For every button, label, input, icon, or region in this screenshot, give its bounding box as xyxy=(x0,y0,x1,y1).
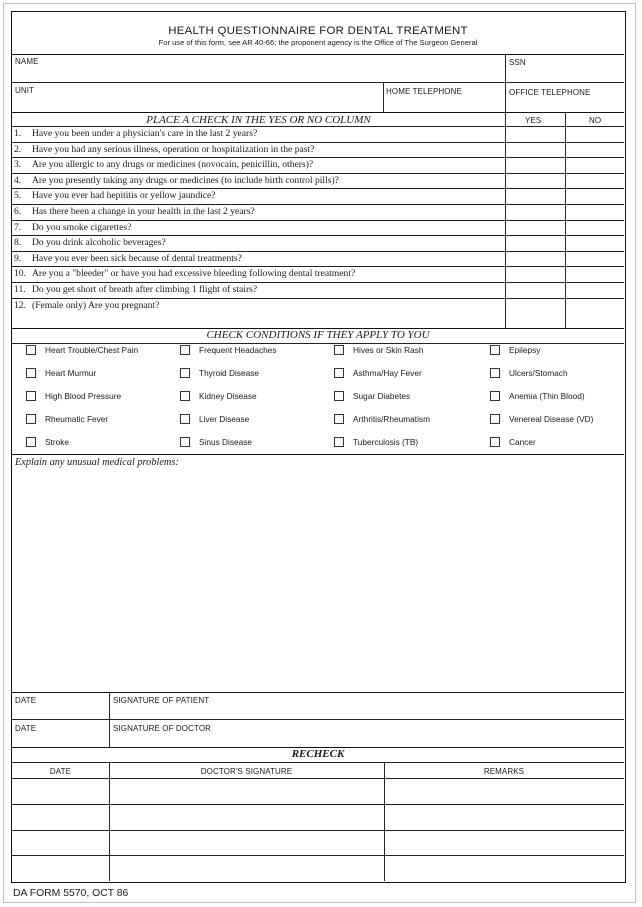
condition-checkbox[interactable] xyxy=(180,437,190,447)
condition-item[interactable] xyxy=(180,368,259,378)
recheck-title: RECHECK xyxy=(291,748,345,760)
divider xyxy=(12,343,624,344)
question-no-cell[interactable] xyxy=(565,188,624,204)
question-text xyxy=(14,190,216,201)
condition-label: Hives or Skin Rash xyxy=(353,345,424,355)
form-number: DA FORM 5570, OCT 86 xyxy=(13,888,129,899)
patient-signature-field[interactable] xyxy=(109,692,624,719)
condition-label: Cancer xyxy=(509,437,536,447)
recheck-date-cell[interactable] xyxy=(12,855,109,881)
question-number: 10. xyxy=(14,268,26,280)
condition-checkbox[interactable] xyxy=(26,437,36,447)
question-number: 7. xyxy=(14,221,22,233)
condition-item[interactable] xyxy=(26,414,108,424)
condition-label: Sugar Diabetes xyxy=(353,391,411,401)
patient-signature-label: SIGNATURE OF PATIENT xyxy=(113,696,210,705)
condition-label: Epilepsy xyxy=(509,345,541,355)
recheck-date-header: DATE xyxy=(49,767,72,776)
condition-label: Sinus Disease xyxy=(199,437,253,447)
question-no-cell[interactable] xyxy=(565,204,624,220)
condition-checkbox[interactable] xyxy=(26,345,36,355)
recheck-date-cell[interactable] xyxy=(12,778,109,804)
no-column-header: NO xyxy=(589,116,602,125)
question-yes-cell[interactable] xyxy=(505,142,565,158)
question-text xyxy=(14,253,242,264)
condition-label: Asthma/Hay Fever xyxy=(353,368,422,378)
condition-item[interactable] xyxy=(334,414,430,424)
condition-label: Frequent Headaches xyxy=(199,345,277,355)
ssn-field[interactable] xyxy=(505,54,624,82)
question-text xyxy=(14,128,257,139)
recheck-signature-cell[interactable] xyxy=(109,804,384,830)
question-text xyxy=(14,206,255,217)
yes-column-header: YES xyxy=(525,116,542,125)
conditions-header: CHECK CONDITIONS IF THEY APPLY TO YOU xyxy=(206,329,430,341)
question-yes-cell[interactable] xyxy=(505,220,565,236)
question-no-cell[interactable] xyxy=(565,251,624,267)
question-yes-cell[interactable] xyxy=(505,126,565,142)
office-telephone-field[interactable] xyxy=(505,82,624,112)
condition-item[interactable] xyxy=(26,391,121,401)
explain-textarea[interactable] xyxy=(12,470,624,692)
question-text xyxy=(14,222,131,233)
condition-label: High Blood Pressure xyxy=(45,391,122,401)
patient-date-label: DATE xyxy=(15,696,37,705)
condition-label: Heart Trouble/Chest Pain xyxy=(45,345,139,355)
condition-label: Arthritis/Rheumatism xyxy=(353,414,430,424)
question-no-cell[interactable] xyxy=(565,220,624,236)
condition-checkbox[interactable] xyxy=(180,345,190,355)
question-yes-cell[interactable] xyxy=(505,188,565,204)
home-telephone-field[interactable] xyxy=(383,82,505,112)
condition-label: Rheumatic Fever xyxy=(45,414,109,424)
question-label: Are you presently taking any drugs or medicines (to include birth control pills)? xyxy=(32,174,339,186)
question-no-cell[interactable] xyxy=(565,142,624,158)
question-number: 3. xyxy=(14,159,22,171)
question-number: 9. xyxy=(14,252,22,264)
question-label: Have you ever been sick because of dental treatments? xyxy=(32,252,242,264)
question-text xyxy=(14,284,257,295)
condition-checkbox[interactable] xyxy=(490,345,500,355)
condition-checkbox[interactable] xyxy=(180,368,190,378)
question-label: (Female only) Are you pregnant? xyxy=(32,299,160,311)
question-number: 8. xyxy=(14,237,22,249)
question-text xyxy=(14,159,313,170)
question-label: Have you been under a physician's care in the last 2 years? xyxy=(32,128,258,139)
name-label: NAME xyxy=(15,57,39,66)
condition-item[interactable] xyxy=(490,368,568,378)
recheck-date-cell[interactable] xyxy=(12,804,109,830)
condition-checkbox[interactable] xyxy=(490,414,500,424)
condition-item[interactable] xyxy=(180,414,249,424)
question-number: 4. xyxy=(14,174,22,186)
question-label: Do you get short of breath after climbing 1 flight of stairs? xyxy=(32,284,258,295)
question-text xyxy=(14,237,166,248)
condition-item[interactable] xyxy=(490,437,536,447)
condition-item[interactable] xyxy=(26,345,138,355)
condition-checkbox[interactable] xyxy=(180,414,190,424)
condition-label: Tuberculosis (TB) xyxy=(353,437,419,447)
recheck-remarks-header: REMARKS xyxy=(483,767,525,776)
condition-checkbox[interactable] xyxy=(26,368,36,378)
question-yes-cell[interactable] xyxy=(505,173,565,189)
question-no-cell[interactable] xyxy=(565,298,624,314)
condition-item[interactable] xyxy=(334,368,422,378)
condition-checkbox[interactable] xyxy=(334,368,344,378)
doctor-signature-label: SIGNATURE OF DOCTOR xyxy=(113,724,212,733)
question-yes-cell[interactable] xyxy=(505,266,565,282)
condition-item[interactable] xyxy=(26,368,96,378)
question-number: 5. xyxy=(14,190,22,202)
condition-item[interactable] xyxy=(180,437,252,447)
question-number: 6. xyxy=(14,206,22,217)
ssn-label: SSN xyxy=(509,58,526,67)
recheck-signature-cell[interactable] xyxy=(109,778,384,804)
question-label: Have you ever had hepititis or yellow jaundice? xyxy=(32,190,216,202)
condition-checkbox[interactable] xyxy=(26,414,36,424)
question-number: 11. xyxy=(14,284,26,295)
question-no-cell[interactable] xyxy=(565,235,624,251)
question-number: 1. xyxy=(14,128,22,139)
office-telephone-label: OFFICE TELEPHONE xyxy=(509,88,591,97)
condition-checkbox[interactable] xyxy=(490,368,500,378)
question-text xyxy=(14,300,159,311)
condition-item[interactable] xyxy=(180,345,277,355)
condition-item[interactable] xyxy=(334,391,410,401)
condition-checkbox[interactable] xyxy=(490,391,500,401)
condition-label: Ulcers/Stomach xyxy=(509,368,568,378)
questions-header: PLACE A CHECK IN THE YES OR NO COLUMN xyxy=(146,114,371,126)
question-yes-cell[interactable] xyxy=(505,157,565,173)
recheck-remarks-cell[interactable] xyxy=(384,855,624,881)
question-yes-cell[interactable] xyxy=(505,235,565,251)
condition-label: Anemia (Thin Blood) xyxy=(509,391,585,401)
condition-checkbox[interactable] xyxy=(334,437,344,447)
divider xyxy=(12,454,624,455)
condition-checkbox[interactable] xyxy=(490,437,500,447)
recheck-remarks-cell[interactable] xyxy=(384,804,624,830)
name-field[interactable] xyxy=(12,54,505,82)
condition-item[interactable] xyxy=(490,391,585,401)
condition-label: Thyroid Disease xyxy=(199,368,259,378)
condition-label: Liver Disease xyxy=(199,414,250,424)
doctor-date-label: DATE xyxy=(15,724,37,733)
question-yes-cell[interactable] xyxy=(505,204,565,220)
explain-label: Explain any unusual medical problems: xyxy=(15,457,179,468)
question-text xyxy=(14,144,314,155)
condition-label: Venereal Disease (VD) xyxy=(509,414,594,424)
question-text xyxy=(14,175,339,186)
form-title: HEALTH QUESTIONNAIRE FOR DENTAL TREATMENT xyxy=(168,25,468,37)
question-no-cell[interactable] xyxy=(565,282,624,298)
question-no-cell[interactable] xyxy=(565,157,624,173)
doctor-signature-field[interactable] xyxy=(109,719,624,747)
question-label: Has there been a change in your health in the last 2 years? xyxy=(32,206,255,217)
recheck-date-cell[interactable] xyxy=(12,830,109,856)
unit-label: UNIT xyxy=(15,86,35,95)
question-yes-cell[interactable] xyxy=(505,282,565,298)
unit-field[interactable] xyxy=(12,82,383,112)
condition-checkbox[interactable] xyxy=(334,345,344,355)
divider xyxy=(12,112,624,113)
question-number: 2. xyxy=(14,143,22,155)
question-no-cell[interactable] xyxy=(565,266,624,282)
condition-item[interactable] xyxy=(180,391,257,401)
condition-item[interactable] xyxy=(490,414,593,424)
question-label: Are you allergic to any drugs or medicines (novocain, penicillin, others)? xyxy=(32,159,314,171)
condition-item[interactable] xyxy=(26,437,69,447)
home-telephone-label: HOME TELEPHONE xyxy=(386,87,462,96)
question-label: Are you a "bleeder" or have you had excessive bleeding following dental treatment? xyxy=(32,268,356,280)
recheck-signature-header: DOCTOR'S SIGNATURE xyxy=(200,767,293,776)
condition-item[interactable] xyxy=(334,437,418,447)
question-yes-cell[interactable] xyxy=(505,251,565,267)
question-no-cell[interactable] xyxy=(565,173,624,189)
condition-item[interactable] xyxy=(490,345,540,355)
recheck-signature-cell[interactable] xyxy=(109,855,384,881)
recheck-remarks-cell[interactable] xyxy=(384,830,624,856)
condition-checkbox[interactable] xyxy=(180,391,190,401)
health-questionnaire-form xyxy=(11,11,626,883)
recheck-remarks-cell[interactable] xyxy=(384,778,624,804)
recheck-signature-cell[interactable] xyxy=(109,830,384,856)
question-text xyxy=(14,268,355,279)
condition-label: Kidney Disease xyxy=(199,391,257,401)
condition-label: Stroke xyxy=(45,437,69,447)
question-label: Do you smoke cigarettes? xyxy=(32,221,132,233)
question-no-cell[interactable] xyxy=(565,126,624,142)
condition-checkbox[interactable] xyxy=(334,414,344,424)
condition-item[interactable] xyxy=(334,345,424,355)
form-subtitle: For use of this form, see AR 40-66; the proponent agency is the Office of The Surgeon General xyxy=(158,38,478,47)
question-yes-cell[interactable] xyxy=(505,298,565,314)
doctor-date-field[interactable] xyxy=(12,719,109,747)
condition-label: Heart Murmur xyxy=(45,368,97,378)
question-label: Have you had any serious illness, operation or hospitalization in the past? xyxy=(32,143,315,155)
patient-date-field[interactable] xyxy=(12,692,109,719)
divider xyxy=(12,762,624,763)
question-number: 12. xyxy=(14,299,26,311)
question-label: Do you drink alcoholic beverages? xyxy=(32,237,166,249)
condition-checkbox[interactable] xyxy=(334,391,344,401)
condition-checkbox[interactable] xyxy=(26,391,36,401)
